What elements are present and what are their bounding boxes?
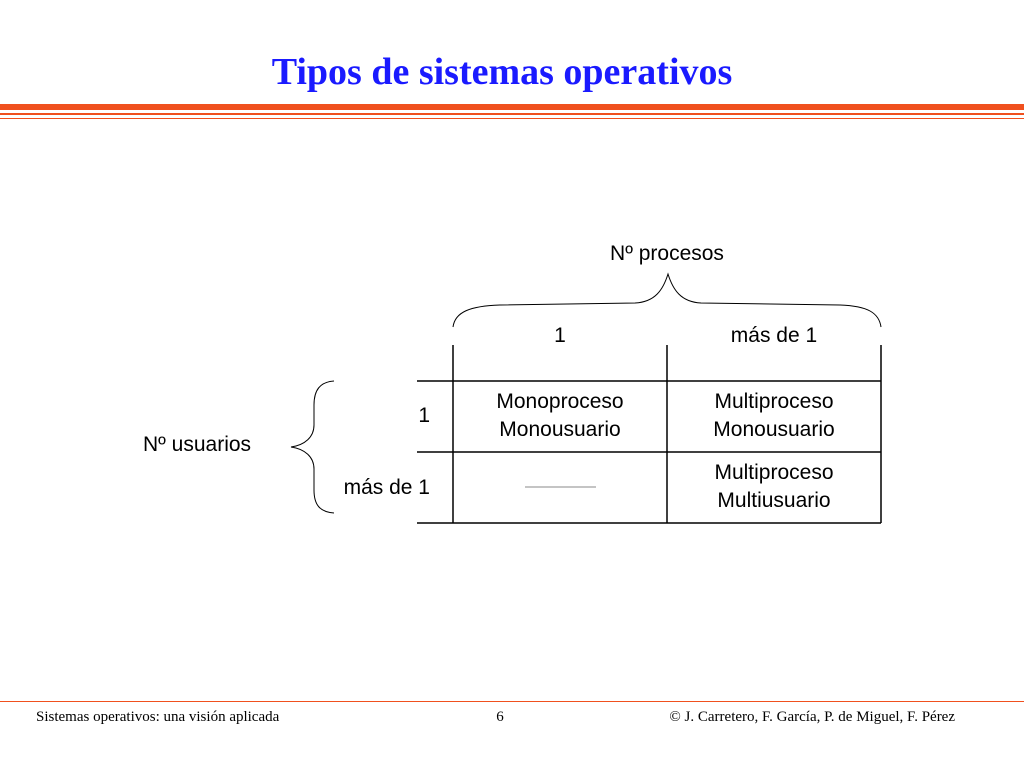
cell-text: Monousuario [713,418,835,441]
footer-rule [0,701,1024,702]
cell-text: Multiproceso [714,461,834,484]
row-group-label: Nº usuarios [143,433,252,456]
footer-right: © J. Carretero, F. García, P. de Miguel, F. Pérez [669,709,955,725]
cell-text: Monoproceso [496,390,624,413]
cell-text: Monousuario [499,418,621,441]
column-brace [453,274,881,327]
column-group-label: Nº procesos [610,242,724,265]
row-header-2: más de 1 [343,476,430,499]
footer-page-number: 6 [496,709,504,725]
row-header-1: 1 [418,404,430,427]
slide-title: Tipos de sistemas operativos [271,51,733,93]
cell-text: Multiproceso [714,390,834,413]
column-header-1: 1 [554,324,566,347]
footer-left: Sistemas operativos: una visión aplicada [36,709,280,725]
column-header-2: más de 1 [730,324,818,347]
cell-text: Multiusuario [717,489,831,512]
